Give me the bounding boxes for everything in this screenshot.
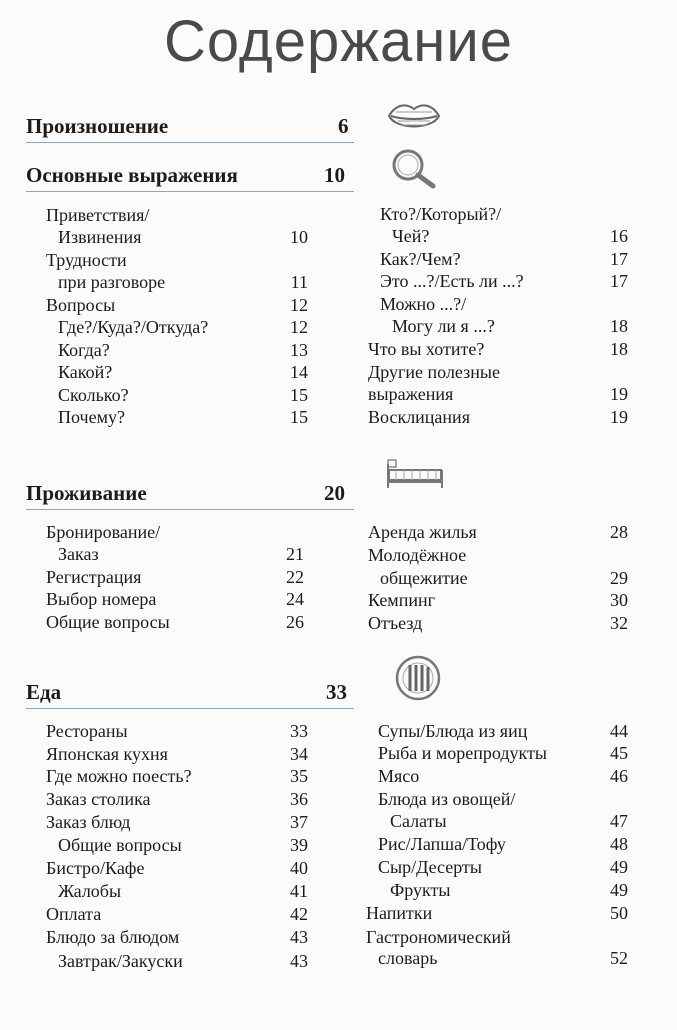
toc-entry[interactable]: при разговоре 11 <box>58 272 308 292</box>
fork-knife-plate-icon <box>395 655 441 701</box>
section-title: Произношение <box>26 114 169 138</box>
toc-entry[interactable]: Сколько? 15 <box>58 385 308 405</box>
section-page: 33 <box>326 680 347 704</box>
toc-entry[interactable]: Когда? 13 <box>58 340 308 360</box>
toc-entry[interactable]: Супы/Блюда из яиц 44 <box>378 721 628 741</box>
toc-entry[interactable]: Рис/Лапша/Тофу 48 <box>378 834 628 854</box>
section-divider <box>26 708 354 710</box>
section-basic-expressions[interactable] <box>26 162 354 192</box>
toc-entry[interactable]: Фрукты 49 <box>390 880 628 900</box>
toc-entry[interactable]: Заказ столика 36 <box>46 789 308 809</box>
toc-entry[interactable]: Вопросы 12 <box>46 295 308 315</box>
toc-entry[interactable]: Молодёжное <box>368 545 467 565</box>
section-title: Проживание <box>26 481 147 505</box>
toc-entry[interactable]: Бистро/Кафе 40 <box>46 858 308 878</box>
toc-entry[interactable]: Выбор номера 24 <box>46 589 304 609</box>
page-title: Содержание <box>164 9 513 74</box>
section-divider <box>26 191 354 193</box>
section-food[interactable] <box>26 679 354 709</box>
section-pronunciation[interactable] <box>26 113 354 143</box>
lips-icon <box>386 100 442 134</box>
toc-entry[interactable]: Сыр/Десерты 49 <box>378 857 628 877</box>
toc-entry[interactable]: Можно ...?/ <box>380 294 467 314</box>
section-page: 20 <box>324 481 345 505</box>
toc-entry[interactable]: общежитие 29 <box>380 568 628 588</box>
toc-entry[interactable]: выражения 19 <box>368 384 628 404</box>
toc-entry[interactable]: Трудности <box>46 250 127 270</box>
section-lodging[interactable] <box>26 480 354 510</box>
toc-entry[interactable]: Бронирование/ <box>46 522 161 542</box>
magnifier-icon <box>389 148 439 190</box>
toc-entry[interactable]: Напитки 50 <box>366 903 628 923</box>
section-page: 6 <box>338 114 349 138</box>
toc-entry[interactable]: Регистрация 22 <box>46 567 304 587</box>
section-page: 10 <box>324 163 345 187</box>
toc-entry[interactable]: Завтрак/Закуски 43 <box>58 951 308 971</box>
toc-entry[interactable]: Блюда из овощей/ <box>378 789 516 809</box>
toc-entry[interactable]: Рестораны 33 <box>46 721 308 741</box>
toc-entry[interactable]: Могу ли я ...? 18 <box>392 316 628 336</box>
bed-icon <box>384 456 446 492</box>
toc-entry[interactable]: Чей? 16 <box>392 226 628 246</box>
toc-entry[interactable]: Салаты 47 <box>390 811 628 831</box>
section-divider <box>26 509 354 511</box>
toc-entry[interactable]: Как?/Чем? 17 <box>380 249 628 269</box>
toc-entry[interactable]: Аренда жилья 28 <box>368 522 628 542</box>
toc-entry[interactable]: Блюдо за блюдом 43 <box>46 927 308 947</box>
toc-entry[interactable]: Рыба и морепродукты 45 <box>378 743 628 763</box>
toc-entry[interactable]: Гастрономический <box>366 927 511 947</box>
section-title: Основные выражения <box>26 163 238 187</box>
toc-entry[interactable]: Общие вопросы 26 <box>46 612 304 632</box>
toc-entry[interactable]: Что вы хотите? 18 <box>368 339 628 359</box>
toc-entry[interactable]: Заказ блюд 37 <box>46 812 308 832</box>
toc-entry[interactable]: словарь 52 <box>378 948 628 968</box>
toc-entry[interactable]: Какой? 14 <box>58 362 308 382</box>
toc-entry[interactable]: Почему? 15 <box>58 407 308 427</box>
toc-entry[interactable]: Это ...?/Есть ли ...? 17 <box>380 271 628 291</box>
toc-entry[interactable]: Заказ 21 <box>58 544 304 564</box>
section-title: Еда <box>26 680 62 704</box>
toc-entry[interactable]: Отъезд 32 <box>368 613 628 633</box>
toc-entry[interactable]: Восклицания 19 <box>368 407 628 427</box>
toc-entry[interactable]: Японская кухня 34 <box>46 744 308 764</box>
toc-entry[interactable]: Кто?/Который?/ <box>380 204 502 224</box>
toc-entry[interactable]: Мясо 46 <box>378 766 628 786</box>
toc-entry[interactable]: Где?/Куда?/Откуда? 12 <box>58 317 308 337</box>
toc-entry[interactable]: Кемпинг 30 <box>368 590 628 610</box>
toc-entry[interactable]: Оплата 42 <box>46 904 308 924</box>
toc-entry[interactable]: Общие вопросы 39 <box>58 835 308 855</box>
toc-entry[interactable]: Извинения 10 <box>58 227 308 247</box>
toc-entry[interactable]: Приветствия/ <box>46 205 150 225</box>
section-divider <box>26 142 354 144</box>
toc-entry[interactable]: Где можно поесть? 35 <box>46 766 308 786</box>
toc-entry[interactable]: Жалобы 41 <box>58 881 308 901</box>
toc-entry[interactable]: Другие полезные <box>368 362 500 382</box>
